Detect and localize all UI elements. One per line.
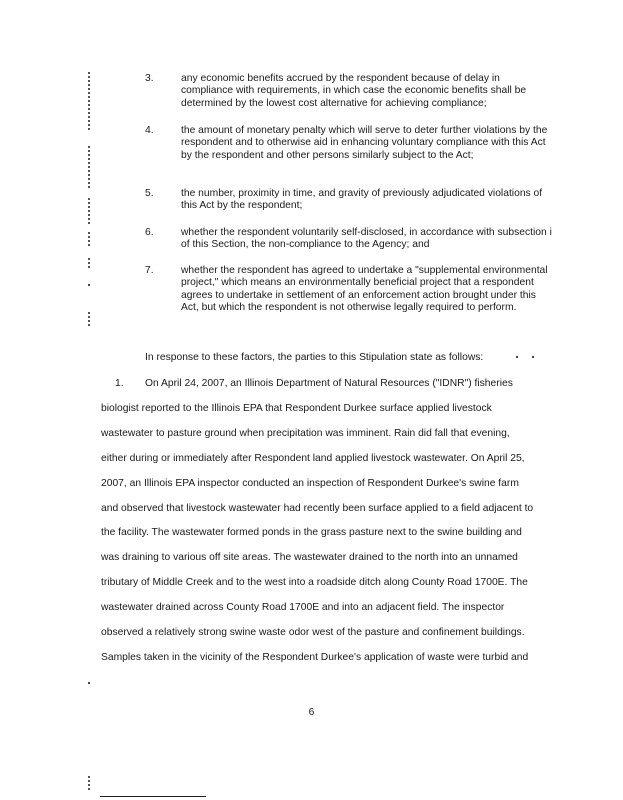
scan-artifact: [88, 146, 90, 190]
paragraph-text: On April 24, 2007, an Illinois Department of Natural Resources ("IDNR") fisheries: [145, 378, 513, 389]
paragraph-line: observed a relatively strong swine waste odor west of the pasture and confinement buildings.: [101, 627, 525, 639]
scan-artifact: [88, 284, 90, 286]
factor-number: 4.: [145, 125, 154, 136]
footer-rule: [100, 796, 206, 797]
paragraph-line: wastewater drained across County Road 1700E and into an adjacent field. The inspector: [101, 602, 505, 614]
scan-artifact: [88, 682, 90, 684]
intro-sentence: In response to these factors, the parties to this Stipulation state as follows:: [145, 352, 484, 363]
paragraph-1: [101, 372, 541, 671]
factor-text: whether the respondent has agreed to undertake a "supplemental environmental project," which means an environmentally beneficial project that a respondent agrees to undertake in settlement of an enforcement action brought under this Act, but which the respondent is not otherwise legally required to perform.: [181, 265, 548, 314]
paragraph-line: 2007, an Illinois EPA inspector conducted an inspection of Respondent Durkee's swine farm: [101, 477, 519, 489]
scan-artifact: [88, 776, 90, 790]
factor-text: any economic benefits accrued by the respondent because of delay in compliance with requirements, in which case the economic benefits shall be determined by the lowest cost alternative for achieving compliance;: [181, 73, 527, 109]
factor-number: 7.: [145, 265, 154, 276]
scan-artifact: [88, 232, 90, 248]
paragraph-line: and observed that livestock wastewater had recently been surface applied to a field adjacent to: [101, 502, 534, 514]
paragraph-line: was draining to various off site areas. The wastewater drained to the north into an unnamed: [101, 552, 518, 564]
page-number: 6: [308, 707, 315, 718]
factor-number: 6.: [145, 227, 154, 238]
scan-artifact: [88, 258, 90, 268]
factor-number: 3.: [145, 73, 154, 84]
factor-text: whether the respondent voluntarily self-disclosed, in accordance with subsection i of this Section, the non-compliance to the Agency; and: [181, 227, 552, 251]
paragraph-line: [101, 372, 541, 397]
factor-number: 5.: [145, 188, 154, 199]
paragraph-line: wastewater to pasture ground when precipitation was imminent. Rain did fall that evening,: [101, 427, 510, 439]
scan-artifact: [516, 356, 518, 358]
scan-artifact: [88, 198, 90, 224]
paragraph-line: Samples taken in the vicinity of the Respondent Durkee's application of waste were turbid and: [101, 651, 529, 663]
paragraph-line: tributary of Middle Creek and to the west into a roadside ditch along County Road 1700E. The: [101, 577, 528, 589]
paragraph-line: either during or immediately after Respondent land applied livestock wastewater. On April 25,: [101, 452, 525, 464]
scan-artifact: [88, 72, 90, 132]
paragraph-line: the facility. The wastewater formed ponds in the grass pasture next to the swine building and: [101, 527, 522, 539]
scan-artifact: [532, 356, 534, 358]
factor-text: the number, proximity in time, and gravity of previously adjudicated violations of this Act by the respondent;: [181, 188, 543, 212]
factor-text: the amount of monetary penalty which will serve to deter further violations by the respondent and to otherwise aid in enhancing voluntary compliance with this Act by the respondent and other persons similarly subject to the Act;: [181, 125, 548, 161]
paragraph-number: 1.: [115, 378, 124, 389]
paragraph-line: biologist reported to the Illinois EPA that Respondent Durkee surface applied livestock: [101, 402, 492, 414]
scan-artifact: [88, 312, 90, 326]
